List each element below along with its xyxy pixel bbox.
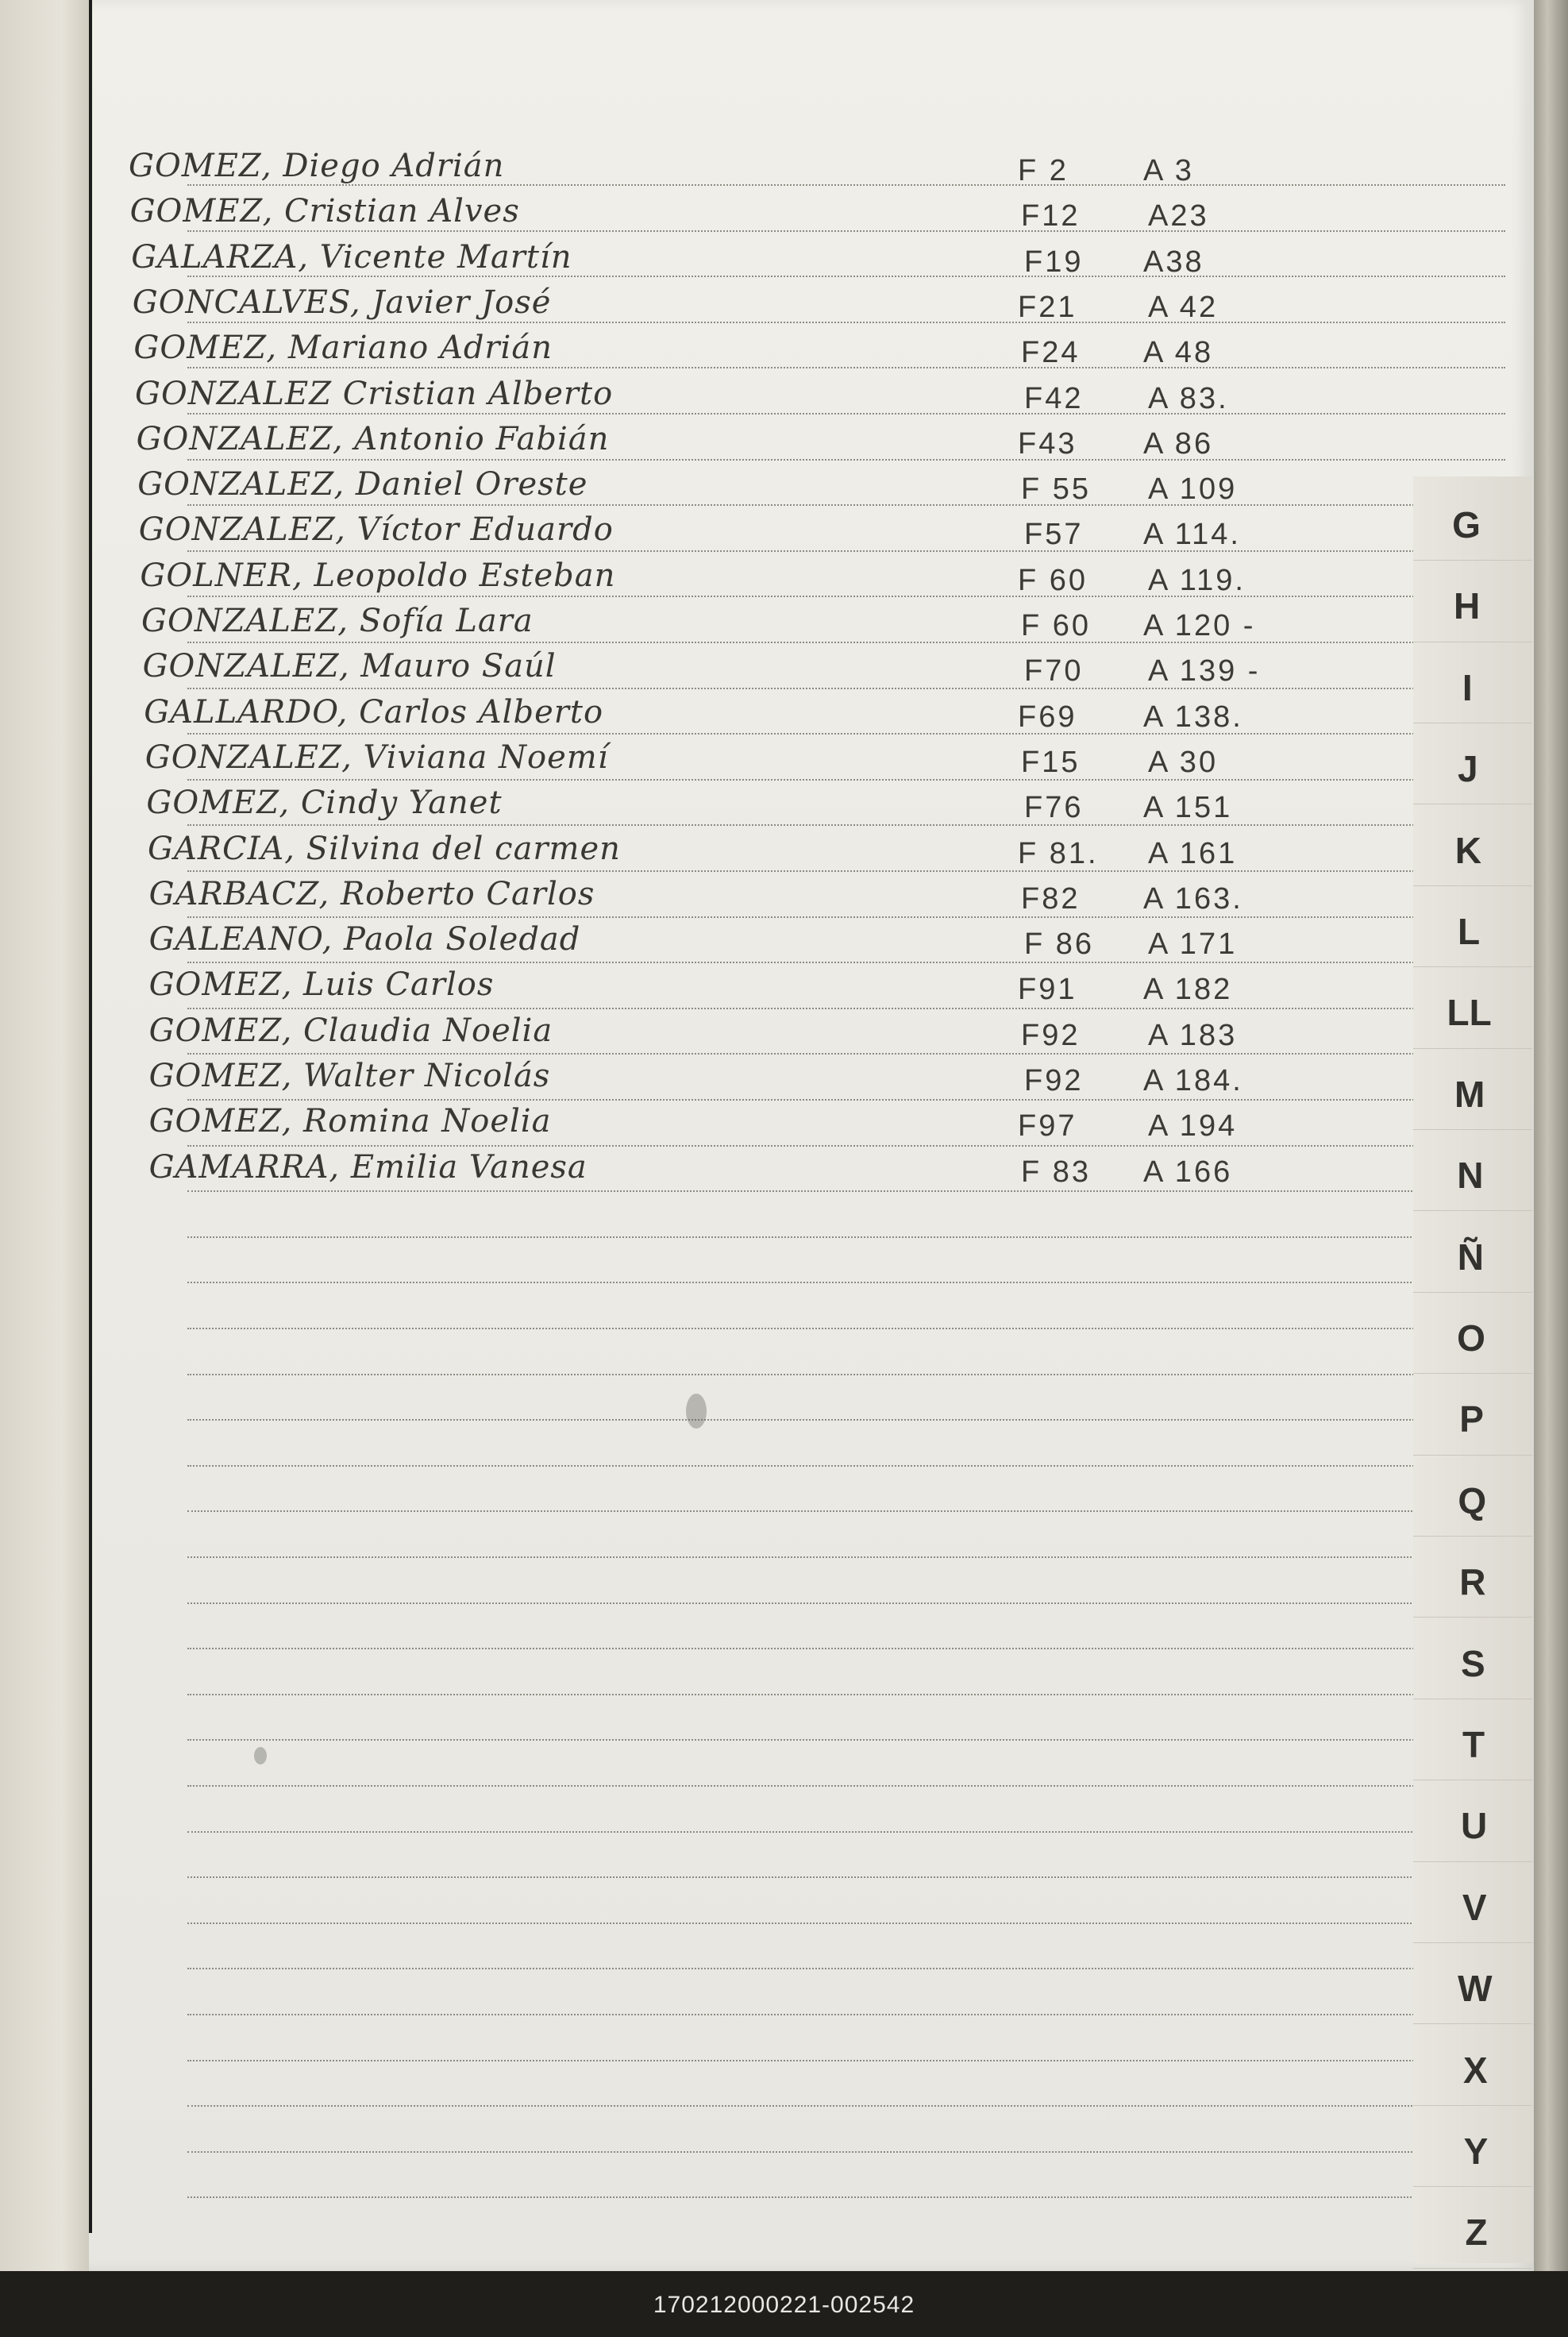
entry-name: GONZALEZ, Sofía Lara [141,603,534,639]
entry-act: A 139 - [1148,654,1261,688]
ruled-line [187,2196,1494,2198]
tab-divider [1413,2268,1532,2269]
entry-folio: F 55 [1021,472,1092,506]
entry-folio: F91 [1018,973,1077,1006]
ruled-line [187,1831,1498,1833]
index-entries [89,0,1534,1191]
entry-name: GAMARRA, Emilia Vanesa [148,1149,588,1186]
ruled-line [187,1648,1500,1649]
tab-divider [1413,1455,1532,1456]
entry-name: GOLNER, Leopoldo Esteban [140,557,616,594]
entry-folio: F24 [1021,336,1081,369]
entry-name: GALEANO, Paola Soledad [148,921,581,958]
entry-folio: F 2 [1018,154,1069,187]
smudge [254,1747,267,1764]
entry-act: A 161 [1148,837,1238,870]
entry-act: A 182 [1143,973,1233,1006]
ledger-page [89,0,1534,2271]
entry-act: A 114. [1143,518,1241,551]
index-tab-ñ[interactable]: Ñ [1457,1236,1485,1278]
tab-divider [1413,1373,1532,1374]
index-tab-n[interactable]: N [1457,1155,1484,1196]
index-tab-s[interactable]: S [1461,1643,1485,1684]
alphabet-tab-strip [1413,476,1532,2263]
entry-folio: F42 [1024,382,1084,415]
entry-folio: F 60 [1021,609,1092,642]
entry-act: A 42 [1148,291,1219,324]
entry-act: A23 [1148,199,1209,233]
entry-act: A 120 - [1143,609,1256,642]
entry-folio: F 60 [1018,564,1088,597]
ruled-line [187,1236,1504,1238]
entry-name: GOMEZ, Mariano Adrián [133,330,553,366]
ruled-line [187,1556,1501,1558]
document-id: 170212000221-002542 [653,2292,915,2318]
ruled-line [187,1785,1499,1787]
ruled-line [187,1922,1497,1924]
entry-act: A 166 [1143,1155,1233,1189]
entry-act: A 163. [1143,882,1243,916]
ruled-line [187,1374,1503,1375]
entry-name: GONCALVES, Javier José [132,284,552,321]
tab-divider [1413,2023,1532,2024]
entry-act: A 138. [1143,700,1243,734]
entry-act: A 83. [1148,382,1229,415]
ruled-line [187,1739,1499,1741]
entry-folio: F 81. [1018,837,1099,870]
entry-name: GONZALEZ Cristian Alberto [135,376,614,412]
index-tab-u[interactable]: U [1460,1805,1488,1846]
index-tab-x[interactable]: X [1463,2050,1488,2091]
tab-divider [1413,1210,1532,1211]
entry-folio: F92 [1021,1019,1081,1052]
entry-folio: F15 [1021,746,1081,779]
tab-divider [1413,2186,1532,2187]
ruled-line [187,2014,1497,2015]
tab-divider [1413,2105,1532,2106]
entry-name: GONZALEZ, Antonio Fabián [136,421,610,457]
index-tab-y[interactable]: Y [1463,2131,1489,2172]
smudge [686,1394,707,1429]
index-tab-z[interactable]: Z [1465,2212,1488,2253]
tab-divider [1413,1292,1532,1293]
index-tab-q[interactable]: Q [1458,1480,1487,1521]
ruled-line [187,1465,1502,1467]
index-tab-o[interactable]: O [1457,1317,1485,1359]
index-tab-k[interactable]: K [1454,830,1482,871]
entry-act: A38 [1143,245,1204,279]
tab-divider [1413,560,1532,561]
entry-name: GARBACZ, Roberto Carlos [148,876,595,912]
ruled-line [187,1510,1501,1512]
entry-name: GOMEZ, Cindy Yanet [146,785,503,821]
index-tab-r[interactable]: R [1459,1561,1486,1602]
index-tab-p[interactable]: P [1459,1398,1484,1440]
tab-divider [1413,1536,1532,1537]
entry-folio: F 83 [1021,1155,1092,1189]
entry-folio: F57 [1024,518,1084,551]
ruled-line [187,2060,1496,2061]
entry-act: A 119. [1148,564,1246,597]
entry-name: GONZALEZ, Víctor Eduardo [138,511,614,548]
entry-act: A 171 [1148,927,1238,961]
entry-act: A 86 [1143,427,1214,461]
tab-divider [1413,1942,1532,1943]
entry-act: A 109 [1148,472,1238,506]
index-tab-l[interactable]: L [1457,911,1481,952]
entry-name: GOMEZ, Cristian Alves [129,193,520,229]
entry-folio: F43 [1018,427,1077,461]
entry-name: GOMEZ, Romina Noelia [148,1103,552,1140]
entry-name: GARCIA, Silvina del carmen [148,831,621,867]
entry-folio: F92 [1024,1064,1084,1097]
entry-name: GALARZA, Vicente Martín [131,239,572,276]
ruled-line [187,1876,1497,1878]
entry-name: GONZALEZ, Daniel Oreste [137,466,588,503]
index-tab-j[interactable]: J [1458,748,1478,789]
tab-divider [1413,1861,1532,1862]
ruled-line [187,1328,1503,1329]
index-tab-h[interactable]: H [1453,585,1481,627]
entry-folio: F21 [1018,291,1077,324]
entry-name: GOMEZ, Walter Nicolás [148,1058,551,1094]
index-tab-w[interactable]: W [1458,1968,1493,2009]
binding-edge [0,0,89,2271]
entry-folio: F76 [1024,791,1084,824]
index-tab-v[interactable]: V [1462,1887,1487,1928]
entry-act: A 184. [1143,1064,1243,1097]
tab-divider [1413,1129,1532,1130]
entry-folio: F69 [1018,700,1077,734]
tab-divider [1413,1617,1532,1618]
entry-name: GONZALEZ, Mauro Saúl [142,648,557,685]
index-tab-g[interactable]: G [1452,504,1481,546]
cover-edge [1534,0,1568,2271]
entry-act: A 30 [1148,746,1219,779]
entry-folio: F82 [1021,882,1081,916]
entry-act: A 151 [1143,791,1233,824]
ruled-line [187,2105,1495,2107]
entry-name: GALLARDO, Carlos Alberto [144,694,604,731]
entry-name: GONZALEZ, Viviana Noemí [144,739,609,776]
entry-name: GOMEZ, Luis Carlos [148,966,495,1003]
entry-folio: F19 [1024,245,1084,279]
index-tab-t[interactable]: T [1462,1724,1485,1765]
tab-divider [1413,1048,1532,1049]
tab-divider [1413,966,1532,967]
entry-folio: F97 [1018,1109,1077,1143]
entry-act: A 3 [1143,154,1194,187]
ruled-line [187,1282,1504,1283]
entry-act: A 194 [1148,1109,1238,1143]
ruled-line [187,2151,1495,2153]
entry-act: A 48 [1143,336,1214,369]
entry-act: A 183 [1148,1019,1238,1052]
ruled-line [187,1419,1502,1421]
ruled-line [187,1602,1501,1604]
entry-folio: F70 [1024,654,1084,688]
entry-name: GOMEZ, Diego Adrián [129,148,505,184]
entry-name: GOMEZ, Claudia Noelia [148,1012,553,1049]
index-tab-m[interactable]: M [1454,1074,1485,1115]
index-tab-ll[interactable]: LL [1447,992,1492,1033]
tab-divider [1413,885,1532,886]
entry-folio: F 86 [1024,927,1095,961]
ruled-line [187,1968,1497,1969]
index-tab-i[interactable]: I [1462,667,1473,708]
entry-folio: F12 [1021,199,1081,233]
ruled-line [187,1694,1500,1695]
